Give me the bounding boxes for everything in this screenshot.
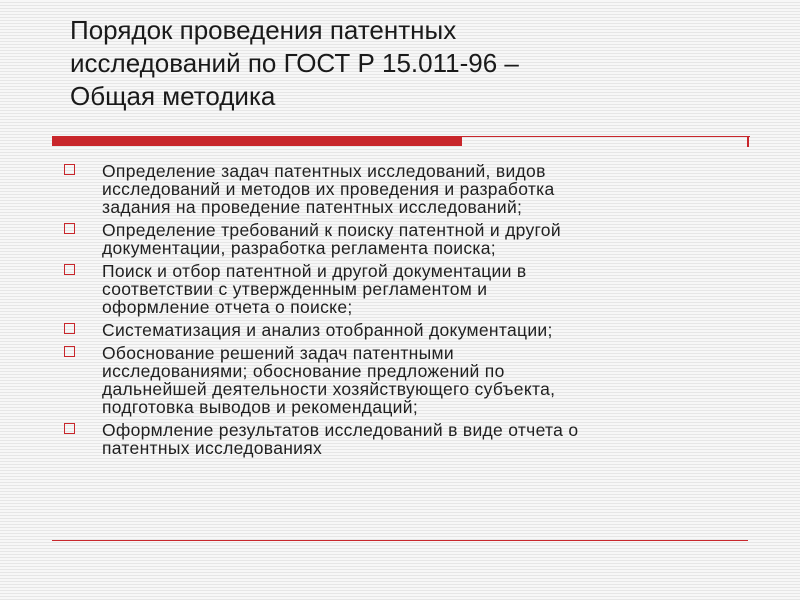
bullet-text-line: задания на проведение патентных исследований; bbox=[102, 197, 523, 217]
bullet-item bbox=[64, 421, 744, 457]
bullet-text-line: дальнейшей деятельности хозяйствующего субъекта, bbox=[102, 379, 556, 399]
hollow-square-icon bbox=[64, 323, 75, 334]
hollow-square-icon bbox=[64, 223, 75, 234]
bullet-text-line: Систематизация и анализ отобранной документации; bbox=[102, 320, 553, 340]
bullet-item bbox=[64, 344, 744, 416]
hollow-square-icon bbox=[64, 164, 75, 175]
bullet-text-line: Оформление результатов исследований в виде отчета о bbox=[102, 420, 579, 440]
bullet-text-line: Определение задач патентных исследований, видов bbox=[102, 161, 546, 181]
bullet-item bbox=[64, 321, 744, 339]
bullet-text-line: исследований и методов их проведения и разработка bbox=[102, 179, 555, 199]
bullet-text-line: оформление отчета о поиске; bbox=[102, 297, 353, 317]
slide-title bbox=[70, 14, 710, 113]
hollow-square-icon bbox=[64, 264, 75, 275]
slide-title-line: Порядок проведения патентных bbox=[70, 15, 457, 45]
bullet-item bbox=[64, 221, 744, 257]
slide-title-line: исследований по ГОСТ Р 15.011-96 – bbox=[70, 48, 519, 78]
hollow-square-icon bbox=[64, 423, 75, 434]
bullet-text-line: исследованиями; обоснование предложений по bbox=[102, 361, 505, 381]
bullet-text-line: соответствии с утвержденным регламентом и bbox=[102, 279, 488, 299]
bullet-item bbox=[64, 262, 744, 316]
footer-divider bbox=[52, 540, 748, 541]
bullet-text-line: Определение требований к поиску патентной и другой bbox=[102, 220, 561, 240]
title-divider-tick bbox=[747, 137, 749, 147]
bullet-item bbox=[64, 162, 744, 216]
bullet-text-line: подготовка выводов и рекомендаций; bbox=[102, 397, 418, 417]
bullet-text-line: Обоснование решений задач патентными bbox=[102, 343, 454, 363]
bullet-list bbox=[64, 162, 744, 462]
bullet-text-line: патентных исследованиях bbox=[102, 438, 323, 458]
title-divider-thick bbox=[52, 137, 462, 146]
slide-title-line: Общая методика bbox=[70, 81, 276, 111]
bullet-text-line: документации, разработка регламента поиска; bbox=[102, 238, 496, 258]
bullet-text-line: Поиск и отбор патентной и другой документации в bbox=[102, 261, 527, 281]
hollow-square-icon bbox=[64, 346, 75, 357]
